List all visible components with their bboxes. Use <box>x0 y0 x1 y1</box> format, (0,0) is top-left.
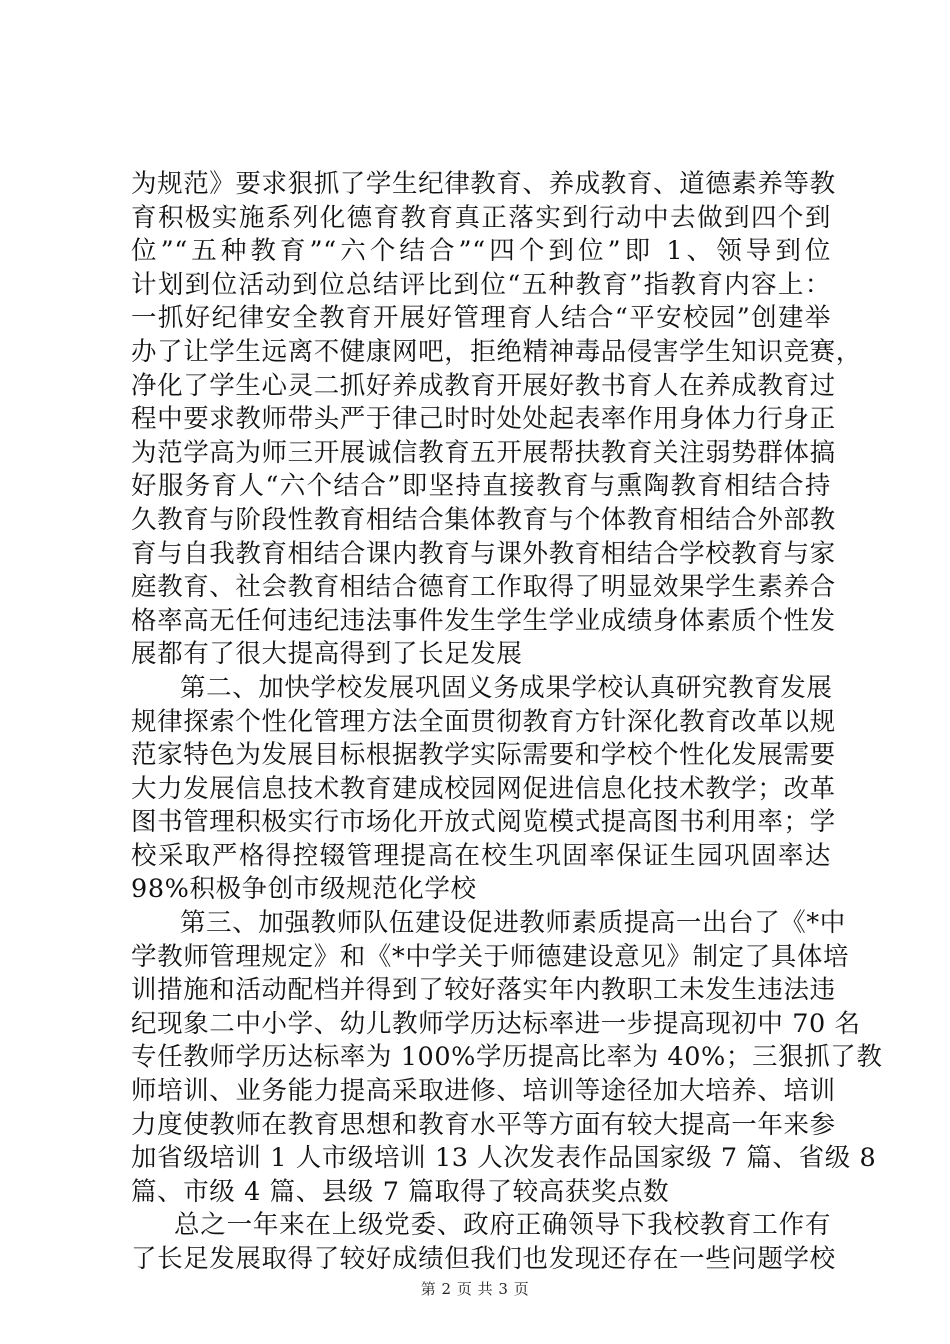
text-line: 格率高无任何违纪违法事件发生学生学业成绩身体素质个性发 <box>131 605 836 636</box>
text-line: 图书管理积极实行市场化开放式阅览模式提高图书利用率；学 <box>131 807 836 838</box>
text-line: 为范学高为师三开展诚信教育五开展帮扶教育关注弱势群体搞 <box>131 437 836 468</box>
text-line: 计划到位活动到位总结评比到位“五种教育”指教育内容上： <box>131 269 831 300</box>
text-line: 学教师管理规定》和《*中学关于师德建设意见》制定了具体培 <box>131 941 850 972</box>
text-line: 规律探索个性化管理方法全面贯彻教育方针深化教育改革以规 <box>131 706 836 737</box>
text-line: 大力发展信息技术教育建成校园网促进信息化技术教学；改革 <box>131 773 836 804</box>
text-line: 一抓好纪律安全教育开展好管理育人结合“平安校园”创建举 <box>131 303 831 334</box>
document-body <box>131 168 883 1277</box>
text-line: 育积极实施系列化德育教育真正落实到行动中去做到四个到 <box>131 202 831 233</box>
text-line: 了长足发展取得了较好成绩但我们也发现还存在一些问题学校 <box>131 1244 836 1274</box>
text-line: 程中要求教师带头严于律己时时处处起表率作用身体力行身正 <box>131 404 836 435</box>
text-line: 篇、市级 4 篇、县级 7 篇取得了较高获奖点数 <box>131 1176 670 1207</box>
text-line: 范家特色为发展目标根据教学实际需要和学校个性化发展需要 <box>131 740 836 771</box>
text-line: 久教育与阶段性教育相结合集体教育与个体教育相结合外部教 <box>131 504 836 535</box>
text-line: 力度使教师在教育思想和教育水平等方面有较大提高一年来参 <box>131 1109 836 1140</box>
paragraph-start-line: 第三、加强教师队伍建设促进教师素质提高一出台了《*中 <box>180 908 846 939</box>
text-line: 展都有了很大提高得到了长足发展 <box>131 639 523 670</box>
paragraph-start-line: 第二、加快学校发展巩固义务成果学校认真研究教育发展 <box>180 672 833 703</box>
text-line: 庭教育、社会教育相结合德育工作取得了明显效果学生素养合 <box>131 572 836 603</box>
text-line: 办了让学生远离不健康网吧，拒绝精神毒品侵害学生知识竞赛， <box>131 336 862 367</box>
text-line: 好服务育人“六个结合”即坚持直接教育与熏陶教育相结合持 <box>131 471 831 502</box>
paragraph-start-line: 总之一年来在上级党委、政府正确领导下我校教育工作有 <box>174 1210 831 1241</box>
text-line: 净化了学生心灵二抓好养成教育开展好教书育人在养成教育过 <box>131 370 836 401</box>
text-line: 98%积极争创市级规范化学校 <box>131 874 477 905</box>
text-line: 纪现象二中小学、幼儿教师学历达标率进一步提高现初中 70 名 <box>131 1008 861 1039</box>
text-line: 为规范》要求狠抓了学生纪律教育、养成教育、道德素养等教 <box>131 169 836 199</box>
text-line: 训措施和活动配档并得到了较好落实年内教职工未发生违法违 <box>131 975 836 1006</box>
text-line: 专任教师学历达标率为 100%学历提高比率为 40%；三狠抓了教 <box>131 1042 883 1073</box>
page-number-footer: 第 2 页 共 3 页 <box>420 1280 530 1298</box>
text-line: 师培训、业务能力提高采取进修、培训等途径加大培养、培训 <box>131 1076 836 1107</box>
text-line: 位”“五种教育”“六个结合”“四个到位”即 1、领导到位 <box>131 236 831 267</box>
text-line: 加省级培训 1 人市级培训 13 人次发表作品国家级 7 篇、省级 8 <box>131 1143 877 1174</box>
text-line: 育与自我教育相结合课内教育与课外教育相结合学校教育与家 <box>131 538 836 569</box>
text-line: 校采取严格得控辍管理提高在校生巩固率保证生园巩固率达 <box>131 840 831 871</box>
